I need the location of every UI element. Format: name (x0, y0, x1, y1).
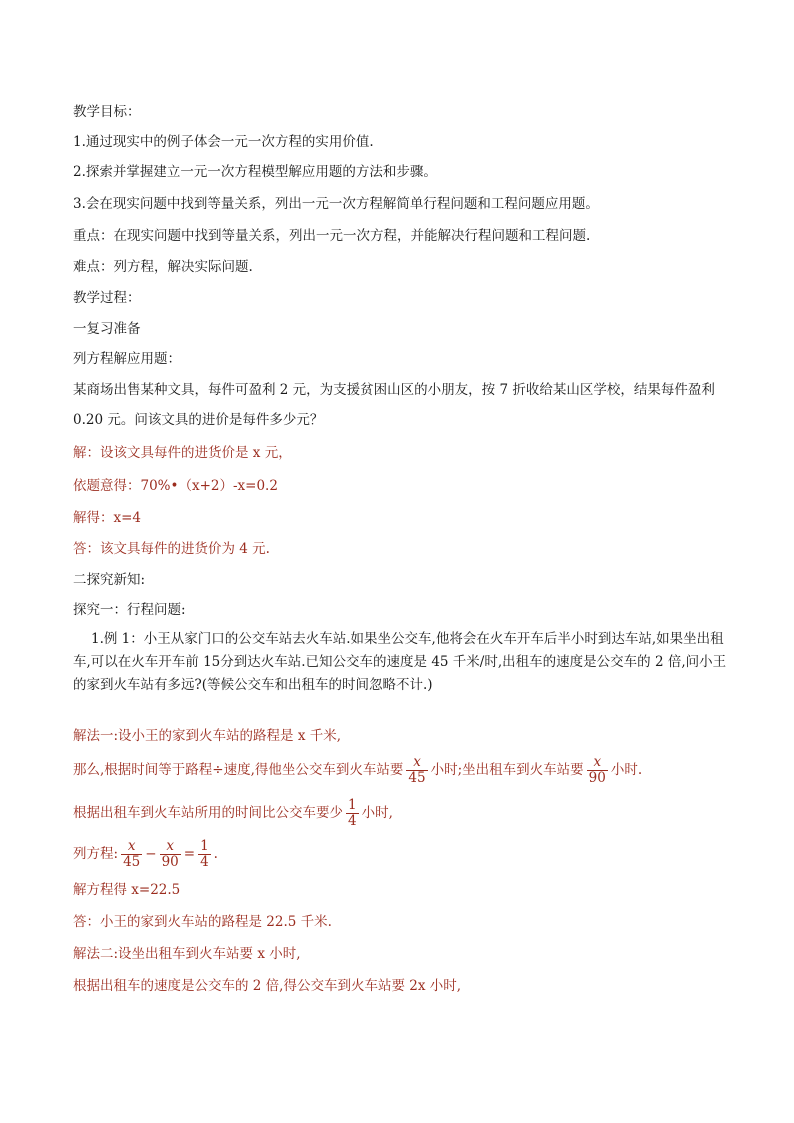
fraction-numerator: x (413, 754, 421, 770)
fraction-numerator: x (593, 754, 602, 770)
method2-relation: 根据出租车的速度是公交车的 2 倍,得公交车到火车站要 2x 小时, (73, 978, 462, 994)
method1-time-line (73, 752, 734, 788)
process-title: 教学过程： (73, 290, 141, 306)
method1-time-text-a: 那么,根据时间等于路程÷速度,得他坐公交车到火车站要 (73, 762, 404, 778)
equation-fraction-one-over-4 (198, 839, 211, 870)
fraction-denominator: 90 (161, 854, 179, 870)
method1-equation-line (73, 836, 734, 872)
problem-intro: 列方程解应用题： (73, 351, 181, 367)
fraction-x-over-45 (406, 755, 427, 786)
method1-relation-text-a: 根据出租车到火车站所用的时间比公交车要少 (73, 805, 343, 821)
fraction-denominator: 45 (123, 854, 141, 870)
fraction-numerator: 1 (200, 838, 209, 854)
section-explore: 二探究新知: (73, 572, 146, 588)
fraction-x-over-90 (587, 755, 608, 786)
goal-item-1: 1.通过现实中的例子体会一元一次方程的实用价值. (73, 134, 374, 150)
solution-result: 解得：x=4 (73, 510, 142, 526)
fraction-denominator: 90 (588, 770, 606, 786)
solution-equation: 依题意得：70%•（x+2）-x=0.2 (73, 478, 278, 494)
solution-set: 解：设该文具每件的进货价是 x 元， (73, 445, 292, 461)
equation-fraction-x-over-45 (121, 839, 142, 870)
fraction-denominator: 45 (408, 770, 426, 786)
section-review: 一复习准备 (73, 321, 141, 337)
method1-time-text-b: 小时;坐出租车到火车站要 (430, 762, 584, 778)
method1-equation-label: 列方程: (73, 846, 119, 862)
goal-title: 教学目标： (73, 104, 141, 120)
problem-text: 某商场出售某种文具，每件可盈利 2 元，为支援贫困山区的小朋友，按 7 折收给某山区学校，结果每件盈利 0.20 元。问该文具的进价是每件多少元？ (73, 382, 715, 428)
fraction-numerator: x (166, 838, 174, 854)
fraction-numerator: 1 (348, 797, 357, 813)
method1-relation-text-b: 小时, (361, 805, 393, 821)
explore-title-1: 探究一：行程问题: (73, 602, 186, 618)
fraction-denominator: 4 (348, 813, 357, 829)
equals-sign: = (183, 846, 196, 862)
method1-answer: 答：小王的家到火车站的路程是 22.5 千米. (73, 914, 332, 930)
difficulty: 难点：列方程，解决实际问题. (73, 259, 253, 275)
equation-period: . (213, 846, 218, 862)
equation-fraction-x-over-90 (160, 839, 181, 870)
example-1-text: 1.例 1：小王从家门口的公交车站去火车站.如果坐公交车,他将会在火车开车后半小时到达车站,如果坐出租车,可以在火车开车前 15分到达火车站.已知公交车的速度是 45 千米/时,出租车的速度是公交车的 2 倍,问小王的家到火车站有多远?(等候公交车和出租车的时间忽略不计.) (73, 631, 727, 693)
fraction-numerator: x (127, 838, 136, 854)
method1-solve: 解方程得 x=22.5 (73, 882, 181, 898)
goal-item-3: 3.会在现实问题中找到等量关系，列出一元一次方程解简单行程问题和工程问题应用题。 (73, 196, 599, 212)
goal-item-2: 2.探索并掌握建立一元一次方程模型解应用题的方法和步骤。 (73, 164, 437, 180)
method1-relation-line (73, 795, 734, 831)
fraction-denominator: 4 (200, 854, 209, 870)
fraction-one-over-4 (346, 798, 359, 829)
method1-set: 解法一:设小王的家到火车站的路程是 x 千米, (73, 728, 342, 744)
method1-time-text-c: 小时. (610, 762, 643, 778)
solution-answer: 答：该文具每件的进货价为 4 元. (73, 541, 270, 557)
minus-sign: − (145, 846, 157, 862)
key-point: 重点：在现实问题中找到等量关系，列出一元一次方程，并能解决行程问题和工程问题. (73, 228, 591, 244)
method2-set: 解法二:设坐出租车到火车站要 x 小时, (73, 946, 301, 962)
